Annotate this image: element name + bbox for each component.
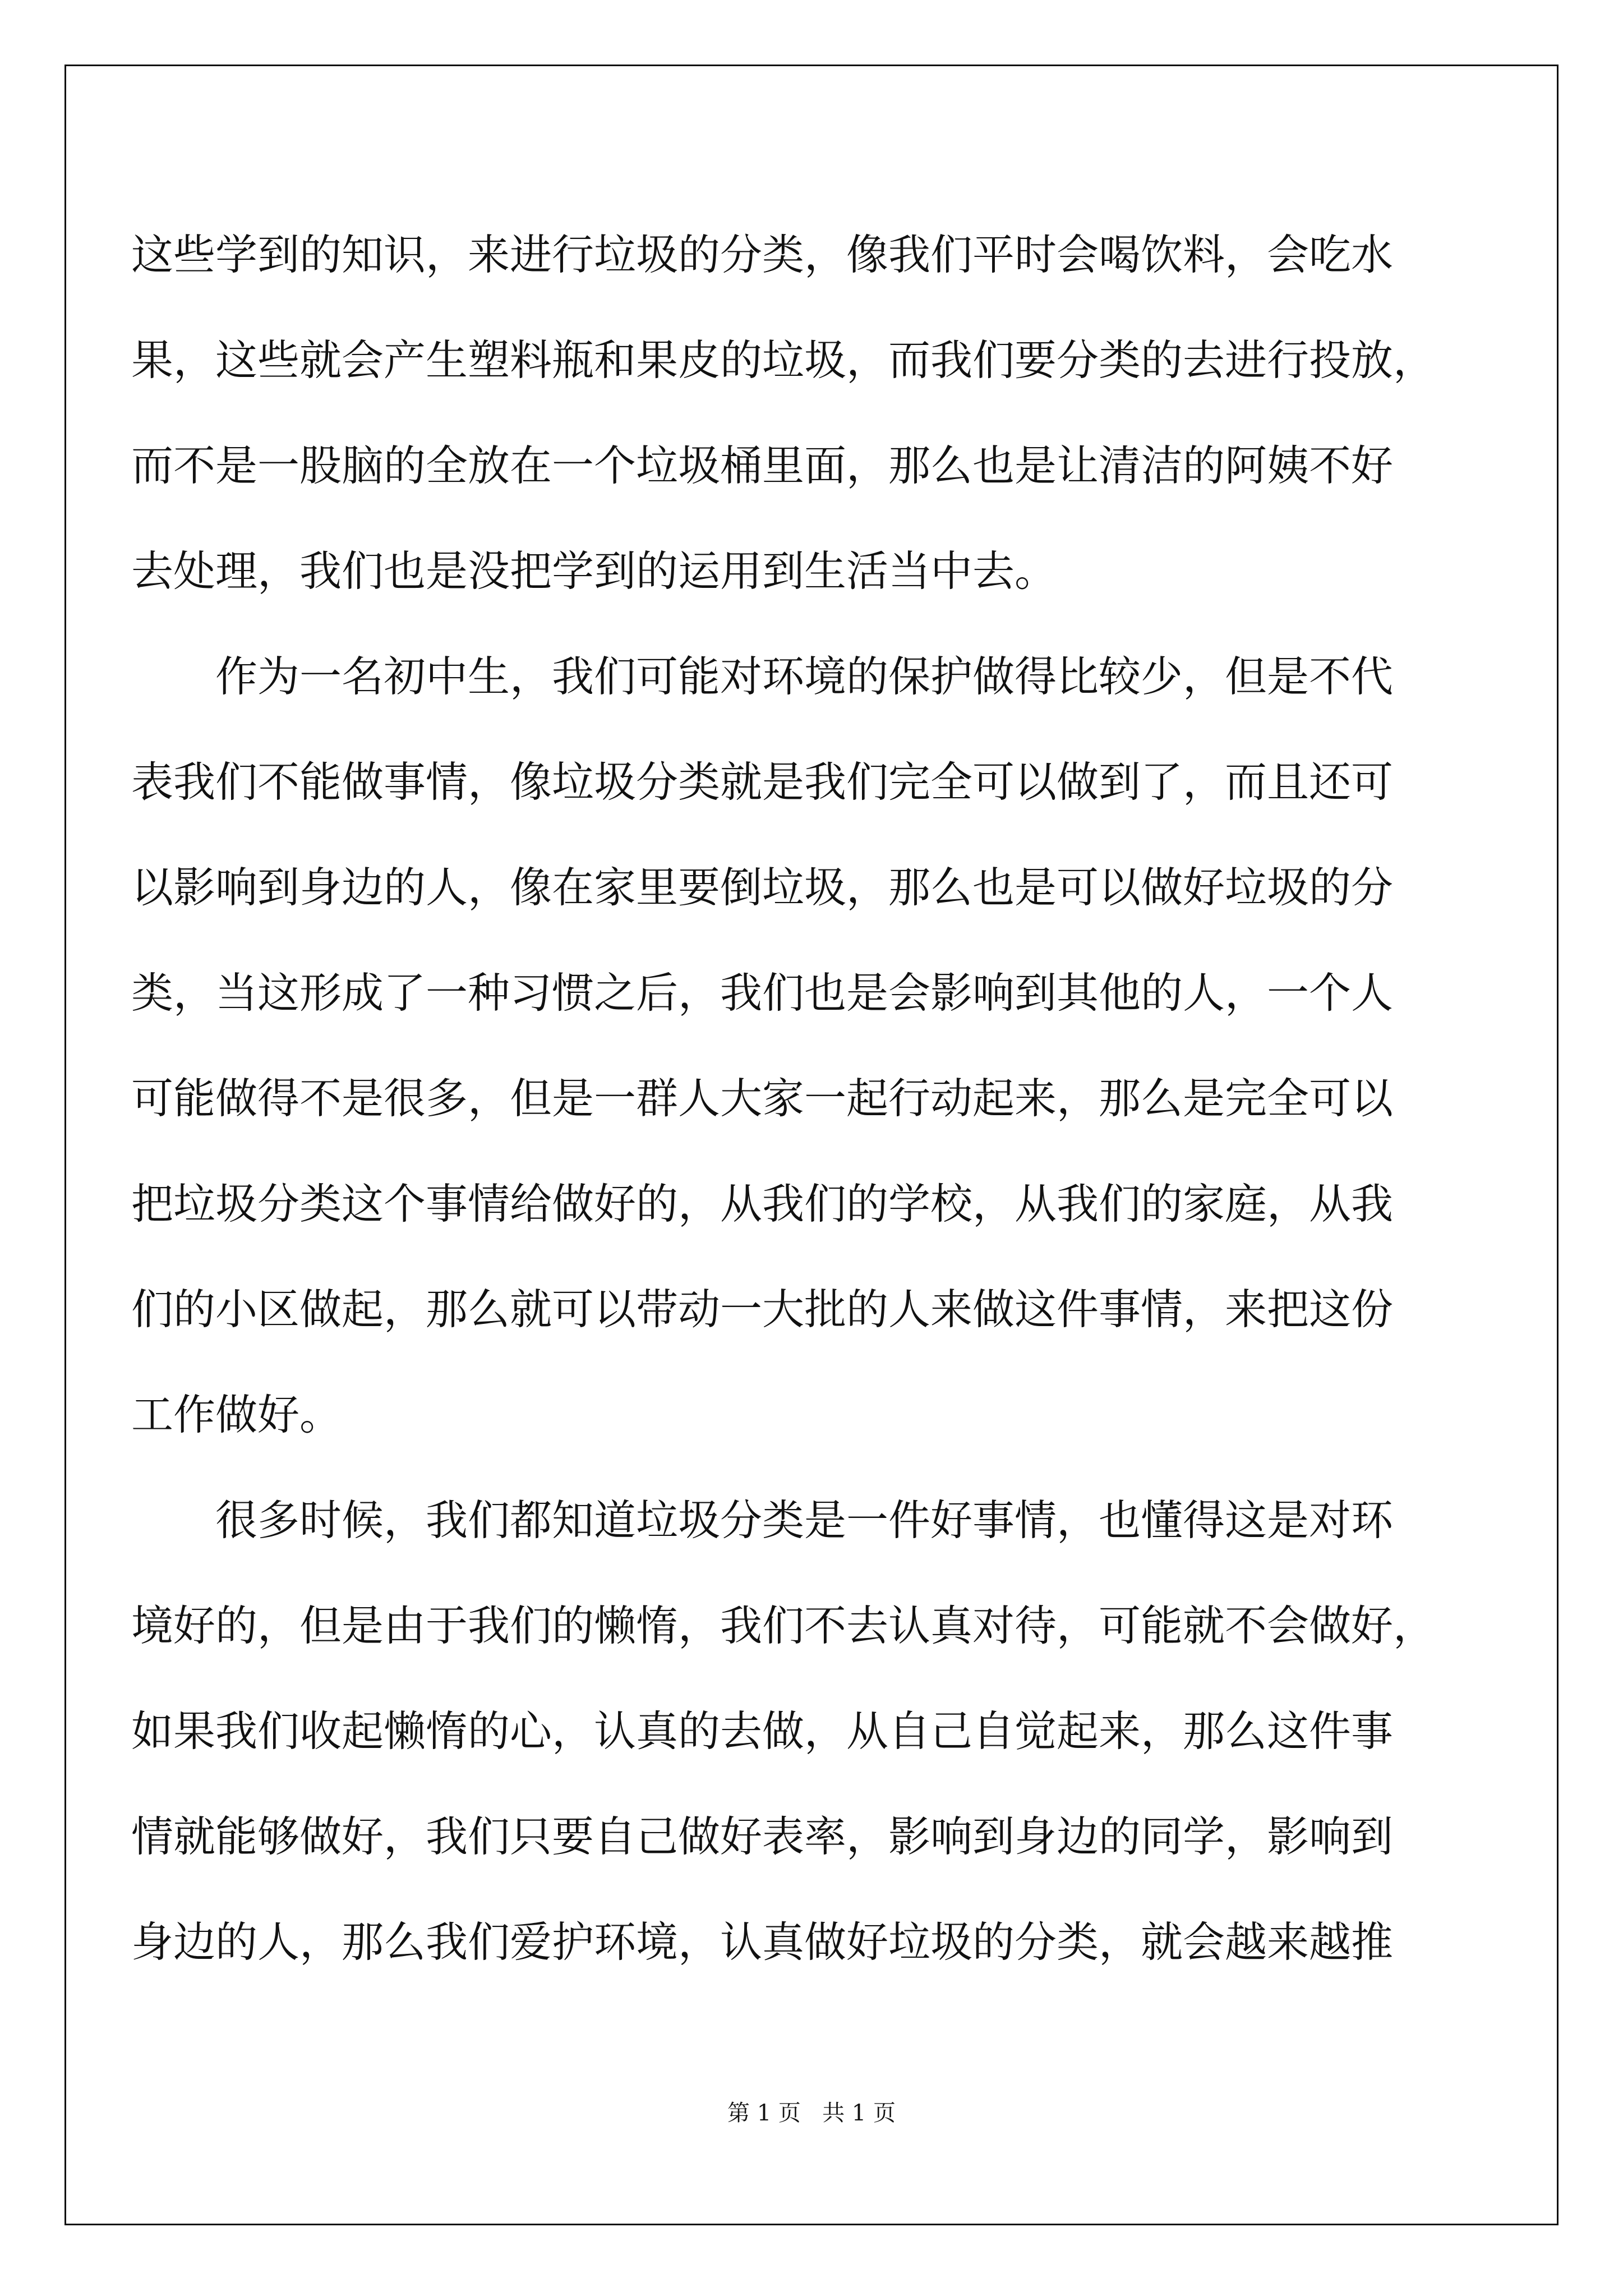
text-line: 表我们不能做事情，像垃圾分类就是我们完全可以做到了，而且还可	[131, 757, 1394, 807]
text-line: 这些学到的知识，来进行垃圾的分类，像我们平时会喝饮料，会吃水	[131, 230, 1394, 279]
paragraph-first-line: 很多时候，我们都知道垃圾分类是一件好事情，也懂得这是对环	[215, 1496, 1394, 1545]
text-line: 以影响到身边的人，像在家里要倒垃圾，那么也是可以做好垃圾的分	[131, 863, 1394, 912]
paragraph-first-line: 作为一名初中生，我们可能对环境的保护做得比较少，但是不代	[215, 652, 1394, 701]
text-line: 情就能够做好，我们只要自己做好表率，影响到身边的同学，影响到	[131, 1812, 1394, 1861]
text-line: 如果我们收起懒惰的心，认真的去做，从自己自觉起来，那么这件事	[131, 1706, 1394, 1756]
text-line: 工作做好。	[131, 1390, 342, 1439]
text-line: 身边的人，那么我们爱护环境，认真做好垃圾的分类，就会越来越推	[131, 1917, 1394, 1967]
document-body	[131, 202, 1436, 1995]
page-number-footer: 第 1 页 共 1 页	[727, 2100, 896, 2126]
text-line: 类，当这形成了一种习惯之后，我们也是会影响到其他的人，一个人	[131, 968, 1394, 1018]
text-line: 可能做得不是很多，但是一群人大家一起行动起来，那么是完全可以	[131, 1074, 1394, 1123]
text-line: 而不是一股脑的全放在一个垃圾桶里面，那么也是让清洁的阿姨不好	[131, 441, 1394, 490]
text-line: 境好的，但是由于我们的懒惰，我们不去认真对待，可能就不会做好，	[131, 1601, 1436, 1650]
text-line: 们的小区做起，那么就可以带动一大批的人来做这件事情，来把这份	[131, 1285, 1394, 1334]
text-line: 去处理，我们也是没把学到的运用到生活当中去。	[131, 546, 1057, 596]
text-line: 果，这些就会产生塑料瓶和果皮的垃圾，而我们要分类的去进行投放，	[131, 335, 1436, 385]
text-line: 把垃圾分类这个事情给做好的，从我们的学校，从我们的家庭，从我	[131, 1179, 1394, 1228]
